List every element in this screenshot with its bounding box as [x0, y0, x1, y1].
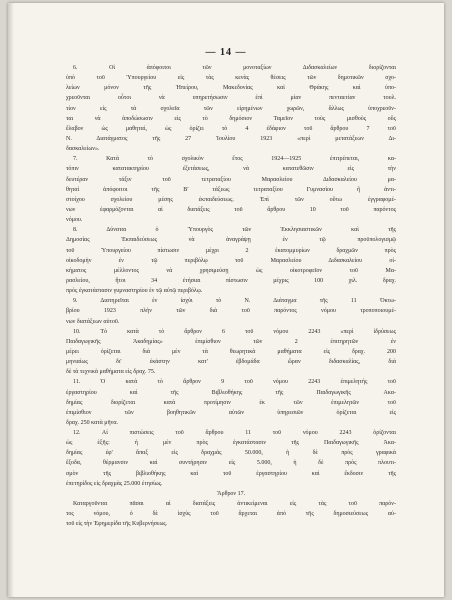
- text-line: δευτέραν τάξιν τοῦ τετραταξίου Μαρασλείου Διδασκαλείου μα-: [66, 176, 396, 183]
- text-line: δασκαλείων».: [66, 146, 100, 153]
- text-line: νόμου.: [66, 217, 83, 224]
- text-line: ἐπιμίσθιον τῶν βοηθητικῶν αὐτῶν ὑπηρεσιῶν ὁρίζεται εἰς: [66, 409, 396, 416]
- text-line: στοίχου σχολείου μέσης ἐκπαιδεύσεως. Ἐπὶ τῶν οὕτω ἐγγραφομέ-: [66, 196, 396, 203]
- text-line: ἔξοδα, θέρμανσιν καὶ συντήρησιν εἰς 5.000, ἡ δὲ πρὸς πλουτι-: [66, 460, 396, 467]
- text-line: πρὸς ἐγκατάστασιν γυμναστηρίου ἐν τῷ αὐτῷ περιβόλῳ.: [66, 288, 203, 295]
- text-line: μηνιαίως δι' ἑκάστην κατ' ἑβδομάδα ὥραν διδασκαλίας, διὰ: [66, 359, 396, 366]
- text-line: 8. Δύναται ὁ Ὑπουργὸς τῶν Ἐκκλησιαστικῶν καὶ τῆς: [73, 227, 396, 234]
- text-line: μέρει ὁρίζεται διὰ μὲν τὰ θεωρητικὰ μαθήματα εἰς δραχ. 200: [66, 348, 396, 355]
- text-line: δραχ. 250 κατὰ μῆνα.: [66, 419, 119, 426]
- text-line: λείων μόνον τῆς Ἠπείρου, Μακεδονίας καὶ Θράκης καὶ ὑπο-: [66, 85, 396, 92]
- text-line: ὑπὸ τοῦ Ὑπουργείου εἰς τὰς κενὰς θέσεις τῶν δημοτικῶν σχο-: [66, 75, 396, 82]
- body-text: [66, 63, 396, 529]
- text-line: 7. Κατὰ τὸ σχολικὸν ἔτος 1924—1925 ἐπιτρέπεται, κα-: [73, 156, 396, 163]
- text-line: ὡς ἑξῆς: ἡ μὲν πρὸς ἐγκατάστασιν τῆς Παιδαγωγικῆς Ἀκα-: [66, 440, 396, 447]
- text-line: χρεοῦνται οὗτοι νὰ υπηρετήσωσιν ἐπὶ μίαν πενταετίαν τουλ.: [66, 95, 396, 102]
- text-line: Καταργοῦνται πᾶσαι αἱ διατάξεις ἀντικείμεναι εἰς τὰς τοῦ παρόν-: [73, 501, 396, 508]
- text-line: Παιδαγωγικῆς Ἀκαδημίας» ἐπιμίσθιον τῶν 2 ἐπιτηρητῶν ἐν: [66, 338, 396, 345]
- text-line: 10. Τὸ κατὰ τὸ ἄρθρον 6 τοῦ νόμου 2243 «περὶ ἱδρύσεως: [73, 328, 396, 335]
- text-line: τόπιν κατατακτηρίου ἐξετάσεως, νὰ κατατεθῶσιν εἰς τὴν: [66, 166, 396, 173]
- document-page: [8, 3, 444, 597]
- text-line: ἐργαστηρίου καὶ τῆς Βιβλιοθήκης τῆς Παιδαγωγικῆς Ακα-: [66, 389, 396, 396]
- text-line: Ν. Διατάγματος τῆς 27 Ἰουλίου 1923 «περὶ μετατάξεων Δι-: [66, 135, 396, 142]
- text-line: οἰκοδομὴν ἐν τῷ περιβόλῳ τοῦ Μαρασλείου Διδασκαλείου οἰ-: [66, 257, 396, 264]
- text-line: τοῦ Ὑπουργείου πίστωσιν μέχρι 2 ἑκατομμυρίων δραχμῶν πρὸς: [66, 247, 396, 254]
- text-line: 6. Οἱ ἀπόφοιτοι τῶν μονοταξίων Διδασκαλείων διορίζονται: [73, 65, 396, 71]
- text-line: νων ἐφαρμόζονται αἱ διατάξεις τοῦ ἄρθρου 10 τοῦ παρόντος: [66, 206, 396, 213]
- text-line: 11. Ὁ κατὰ τὸ ἄρθρον 9 τοῦ νόμου 2243 ἐπιμελητὴς τοῦ: [73, 379, 396, 386]
- text-line: νων διατάξεων αὐτοῦ.: [66, 318, 120, 325]
- binding-crease: [8, 3, 14, 597]
- text-line: δημίας διορίζεται κατὰ προτίμησιν ἐκ τῶν ἐπιμελητῶν τοῦ: [66, 399, 396, 406]
- text-line: θηταὶ ἀπόφοιτοι τῆς Β' τάξεως τετραταξίου Γυμνασίου ἢ ἀντι-: [66, 186, 396, 193]
- text-line: δὲ τὰ τεχνικὰ μαθήματα εἰς δραχ. 75.: [66, 369, 156, 376]
- text-line: σμὸν τῆς βιβλιοθήκης καὶ τοῦ ἐργαστηρίου καὶ ἔκδοσιν τῆς: [66, 470, 396, 477]
- page-number: — 14 —: [205, 47, 247, 58]
- text-line: τοῦ εἰς τὴν Ἐφημερίδα τῆς Κυβερνήσεως.: [66, 521, 168, 528]
- text-line: δημίας ἐφ' ἅπαξ εἰς δραχμὰς 50.000, ἡ δὲ πρὸς γραφικὰ: [66, 450, 396, 457]
- text-line: τος νόμου, ὁ δὲ ἰσχὺς τοῦ ἄρχεται ἀπὸ τῆς δημοσιεύσεως αὐ-: [66, 511, 396, 518]
- text-line: βρίου 1923 πλὴν τῶν διὰ τοῦ παρόντος νόμου τροποποιουμέ-: [66, 308, 396, 315]
- text-line: ται νὰ ἀποδώσωσιν εἰς τὸ δημόσιον Ταμεῖον τοὺς μισθοὺς οὓς: [66, 115, 396, 122]
- text-line: κήματος μέλλοντος νὰ χρησιμεύσῃ ὡς οἰκοτροφεῖον τοῦ Μα-: [66, 267, 396, 274]
- text-line: 12. Αἱ πιστώσεις τοῦ ἄρθρου 11 τοῦ νόμου 2243 ὁρίζονται: [73, 430, 396, 437]
- text-line: 9. Διατηρεῖται ἐν ἰσχύι τὸ Ν. Διάταγμα τῆς 11 Ὀκτω-: [73, 298, 396, 305]
- text-line: ἔλαβον ὡς μαθηταί, ὡς ὁρίζει τὸ 4 ἐδάφιον τοῦ ἄρθρου 7 τοῦ: [66, 125, 396, 132]
- text-line: ἐπετηρίδος εἰς δραχμὰς 25.000 ἐτησίως.: [66, 480, 163, 487]
- article-heading: Ἄρθρον 17.: [216, 490, 246, 497]
- text-line: Δημοσίας Ἐκπαιδεύσεως νὰ ἀναγράψῃ ἐν τῷ προϋπολογισμῷ: [66, 237, 396, 244]
- text-line: τίον εἰς τὰ σχολεῖα τῶν εἰρημένων χωρῶν, ἄλλως ὑποχρεοῦν-: [66, 105, 396, 112]
- text-line: ρασλείου, ἤτοι 34 ἐτήσιαι πίστωσιν μέχρις 100 χιλ. δραχ.: [66, 277, 396, 284]
